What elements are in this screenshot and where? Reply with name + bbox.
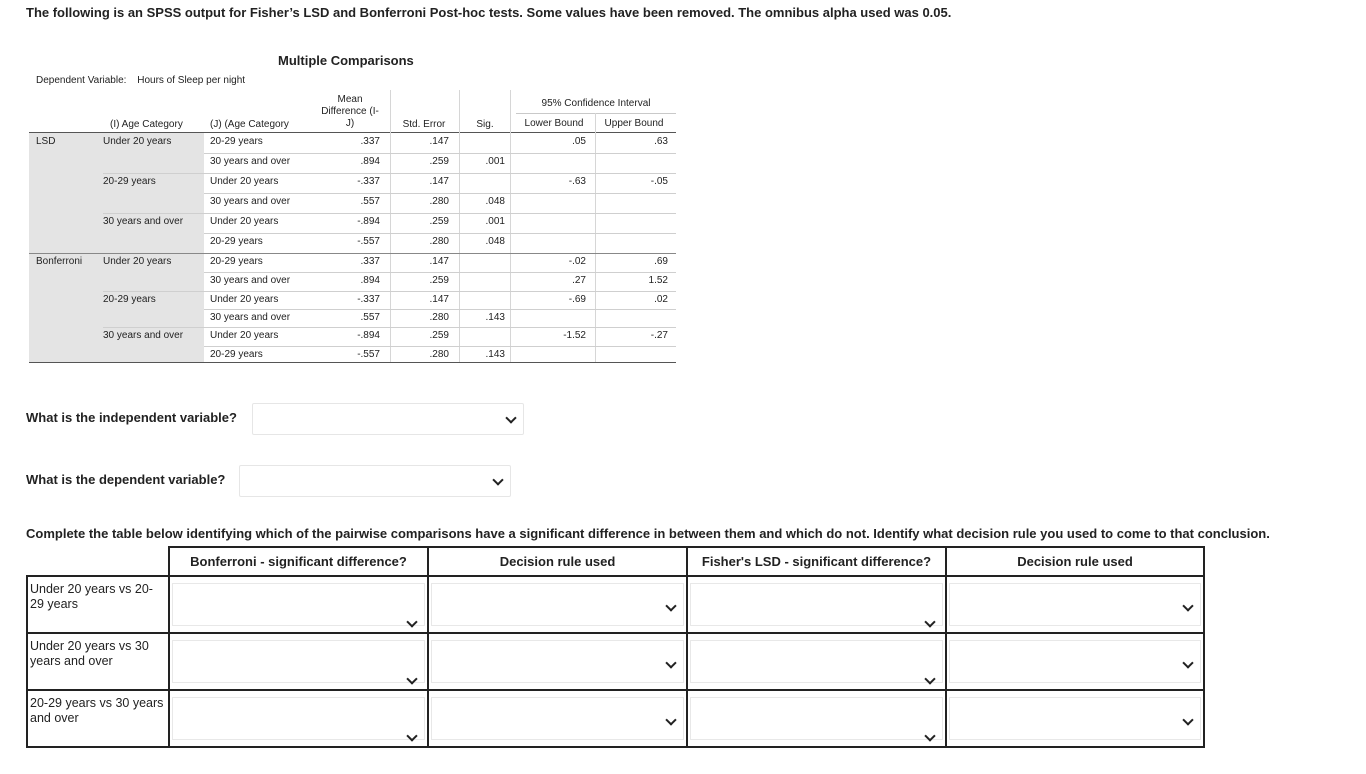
lower-bound-cell: -.63 xyxy=(568,176,586,187)
row-separator xyxy=(204,346,676,347)
chevron-down-icon xyxy=(406,673,417,684)
comparison-label: Under 20 years vs 20-29 years xyxy=(30,582,153,611)
j-category-cell: 30 years and over xyxy=(210,312,291,323)
chevron-down-icon xyxy=(492,474,503,485)
bonferroni-significance-header: Bonferroni - significant difference? xyxy=(169,547,428,576)
row-separator xyxy=(204,153,676,154)
i-category-cell: Under 20 years xyxy=(103,136,172,147)
chevron-down-icon xyxy=(665,657,676,668)
chevron-down-icon xyxy=(924,673,935,684)
lsd-significance-select[interactable] xyxy=(690,640,943,683)
dependent-variable-select[interactable] xyxy=(239,465,511,497)
dependent-variable-label: Dependent Variable: xyxy=(36,75,127,86)
lsd-significance-header: Fisher's LSD - significant difference? xyxy=(687,547,946,576)
j-category-cell: 30 years and over xyxy=(210,196,291,207)
intro-text: The following is an SPSS output for Fisher’s LSD and Bonferroni Post-hoc tests. Some values have been removed. The omnibus alpha used was 0.05. xyxy=(26,5,952,20)
chevron-down-icon xyxy=(1182,714,1193,725)
header-sig: Sig. xyxy=(476,119,494,130)
std-error-cell: .147 xyxy=(429,176,449,187)
mean-difference-cell: -.337 xyxy=(357,176,380,187)
dependent-variable-caption xyxy=(36,75,245,86)
row-separator xyxy=(204,272,676,273)
corner-header xyxy=(27,547,169,576)
j-category-cell: Under 20 years xyxy=(210,176,279,187)
std-error-cell: .147 xyxy=(429,294,449,305)
i-category-cell: 30 years and over xyxy=(103,330,184,341)
mean-difference-cell: .894 xyxy=(360,275,380,286)
upper-bound-cell: .69 xyxy=(654,256,668,267)
mean-difference-cell: .557 xyxy=(360,196,380,207)
header-mean-line3: J) xyxy=(345,118,355,129)
chevron-down-icon xyxy=(924,730,935,741)
comparison-row xyxy=(27,576,1204,633)
bonferroni-decision-rule-select[interactable] xyxy=(431,583,684,626)
row-separator xyxy=(29,253,676,254)
lsd-significance-select[interactable] xyxy=(690,583,943,626)
comparison-label: 20-29 years vs 30 years and over xyxy=(30,696,164,725)
header-mean-difference xyxy=(314,94,386,130)
mean-difference-cell: .337 xyxy=(360,136,380,147)
header-bottom-rule xyxy=(29,132,676,133)
header-upper-bound: Upper Bound xyxy=(604,118,664,129)
lower-bound-cell: -1.52 xyxy=(563,330,586,341)
method-cell: Bonferroni xyxy=(36,256,83,267)
j-category-cell: 30 years and over xyxy=(210,156,291,167)
header-mean-line1: Mean xyxy=(337,94,363,105)
std-error-cell: .259 xyxy=(429,330,449,341)
dependent-variable-value: Hours of Sleep per night xyxy=(137,75,246,86)
j-category-cell: 20-29 years xyxy=(210,236,263,247)
lower-bound-cell: .27 xyxy=(572,275,586,286)
upper-bound-cell: 1.52 xyxy=(648,275,668,286)
i-category-cell: 20-29 years xyxy=(103,294,156,305)
std-error-cell: .147 xyxy=(429,256,449,267)
std-error-cell: .259 xyxy=(429,156,449,167)
j-category-cell: Under 20 years xyxy=(210,330,279,341)
std-error-cell: .280 xyxy=(429,349,449,360)
std-error-cell: .259 xyxy=(429,275,449,286)
spss-table-title: Multiple Comparisons xyxy=(278,53,414,68)
comparison-row xyxy=(27,690,1204,747)
std-error-cell: .147 xyxy=(429,136,449,147)
j-category-cell: Under 20 years xyxy=(210,216,279,227)
lower-bound-cell: -.02 xyxy=(568,256,586,267)
header-lower-bound: Lower Bound xyxy=(524,118,584,129)
mean-difference-cell: -.337 xyxy=(357,294,380,305)
row-separator xyxy=(204,193,676,194)
lsd-decision-rule-select[interactable] xyxy=(949,697,1201,740)
chevron-down-icon xyxy=(665,714,676,725)
header-std-error: Std. Error xyxy=(402,119,446,130)
j-category-cell: 20-29 years xyxy=(210,136,263,147)
row-separator xyxy=(103,291,676,292)
col-divider xyxy=(595,113,596,362)
independent-variable-select[interactable] xyxy=(252,403,524,435)
lsd-decision-rule-select[interactable] xyxy=(949,640,1201,683)
bonferroni-decision-rule-select[interactable] xyxy=(431,640,684,683)
col-divider xyxy=(459,90,460,362)
std-error-cell: .280 xyxy=(429,312,449,323)
sig-cell: .048 xyxy=(485,196,505,207)
chevron-down-icon xyxy=(1182,600,1193,611)
chevron-down-icon xyxy=(406,730,417,741)
mean-difference-cell: -.894 xyxy=(357,216,380,227)
comparison-row xyxy=(27,633,1204,690)
mean-difference-cell: -.894 xyxy=(357,330,380,341)
bonferroni-decision-rule-header: Decision rule used xyxy=(428,547,687,576)
chevron-down-icon xyxy=(924,616,935,627)
ci-header-rule xyxy=(516,113,676,114)
j-category-cell: 20-29 years xyxy=(210,349,263,360)
row-separator xyxy=(204,309,676,310)
j-category-cell: 20-29 years xyxy=(210,256,263,267)
mean-difference-cell: .337 xyxy=(360,256,380,267)
table-instructions: Complete the table below identifying which of the pairwise comparisons have a significant difference in between them and which do not. Identify what decision rule you used to come to that conclusion. xyxy=(26,526,1270,541)
mean-difference-cell: -.557 xyxy=(357,349,380,360)
upper-bound-cell: -.27 xyxy=(650,330,668,341)
header-mean-line2: Difference (I- xyxy=(321,106,379,117)
mean-difference-cell: .894 xyxy=(360,156,380,167)
sig-cell: .143 xyxy=(485,312,505,323)
lower-bound-cell: .05 xyxy=(572,136,586,147)
pairwise-comparison-table xyxy=(26,546,1205,748)
method-cell: LSD xyxy=(36,136,56,147)
bonferroni-significance-select[interactable] xyxy=(172,697,425,740)
i-category-cell: Under 20 years xyxy=(103,256,172,267)
header-confidence-interval: 95% Confidence Interval xyxy=(541,98,651,109)
std-error-cell: .280 xyxy=(429,236,449,247)
bonferroni-decision-rule-select[interactable] xyxy=(431,697,684,740)
chevron-down-icon xyxy=(1182,657,1193,668)
lsd-decision-rule-select[interactable] xyxy=(949,583,1201,626)
i-category-cell: 30 years and over xyxy=(103,216,184,227)
chevron-down-icon xyxy=(665,600,676,611)
sig-cell: .001 xyxy=(485,216,505,227)
upper-bound-cell: -.05 xyxy=(650,176,668,187)
j-category-cell: Under 20 years xyxy=(210,294,279,305)
mean-difference-cell: -.557 xyxy=(357,236,380,247)
header-j-age-category: (J) (Age Category xyxy=(210,119,289,130)
col-divider xyxy=(510,90,511,362)
table-bottom-rule xyxy=(29,362,676,363)
sig-cell: .048 xyxy=(485,236,505,247)
header-i-age-category: (I) Age Category xyxy=(110,119,183,130)
mean-difference-cell: .557 xyxy=(360,312,380,323)
i-category-cell: 20-29 years xyxy=(103,176,156,187)
lsd-decision-rule-header: Decision rule used xyxy=(946,547,1204,576)
std-error-cell: .259 xyxy=(429,216,449,227)
bonferroni-significance-select[interactable] xyxy=(172,583,425,626)
row-separator xyxy=(103,213,676,214)
j-category-cell: 30 years and over xyxy=(210,275,291,286)
independent-variable-question: What is the independent variable? xyxy=(26,410,237,425)
upper-bound-cell: .63 xyxy=(654,136,668,147)
sig-cell: .001 xyxy=(485,156,505,167)
std-error-cell: .280 xyxy=(429,196,449,207)
lsd-significance-select[interactable] xyxy=(690,697,943,740)
row-separator xyxy=(103,327,676,328)
col-divider xyxy=(390,90,391,362)
row-separator xyxy=(204,233,676,234)
row-separator xyxy=(103,173,676,174)
lower-bound-cell: -.69 xyxy=(568,294,586,305)
sig-cell: .143 xyxy=(485,349,505,360)
comparison-label: Under 20 years vs 30 years and over xyxy=(30,639,149,668)
dependent-variable-question: What is the dependent variable? xyxy=(26,472,226,487)
bonferroni-significance-select[interactable] xyxy=(172,640,425,683)
chevron-down-icon xyxy=(505,412,516,423)
upper-bound-cell: .02 xyxy=(654,294,668,305)
chevron-down-icon xyxy=(406,616,417,627)
